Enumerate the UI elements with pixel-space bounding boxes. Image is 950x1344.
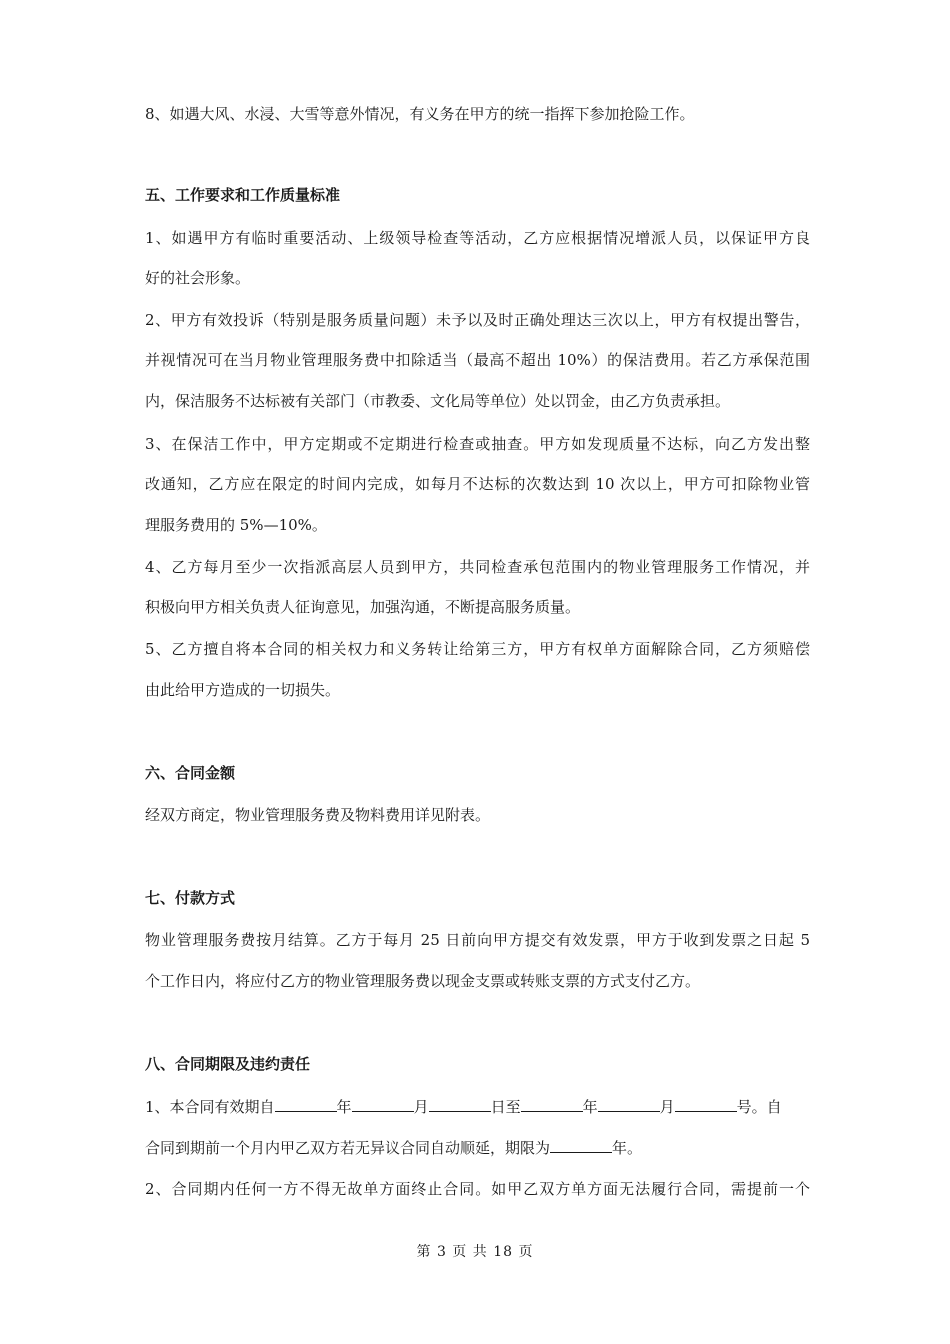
month-label: 月 xyxy=(413,1098,429,1116)
clause-5-2-line-1: 2、甲方有效投诉（特别是服务质量问题）未予以及时正确处理达三次以上，甲方有权提出警告， xyxy=(145,311,810,329)
clause-5-3-line-2: 改通知，乙方应在限定的时间内完成，如每月不达标的次数达到 10 次以上，甲方可扣除物业管 xyxy=(145,475,810,493)
clause-5-2-line-2: 并视情况可在当月物业管理服务费中扣除适当（最高不超出 10%）的保洁费用。若乙方承保范围 xyxy=(145,351,810,369)
clause-5-3-line-1: 3、在保洁工作中，甲方定期或不定期进行检查或抽查。甲方如发现质量不达标，向乙方发出整 xyxy=(145,435,810,453)
end-month-blank xyxy=(598,1096,660,1112)
clause-5-1-line-2: 好的社会形象。 xyxy=(145,269,251,287)
section-7-text-line-2: 个工作日内，将应付乙方的物业管理服务费以现金支票或转账支票的方式支付乙方。 xyxy=(145,972,701,990)
page-footer: 第 3 页 共 18 页 xyxy=(416,1244,534,1260)
clause-8-1-prefix: 1、本合同有效期自 xyxy=(145,1098,275,1116)
clause-5-1-line-1: 1、如遇甲方有临时重要活动、上级领导检查等活动，乙方应根据情况增派人员，以保证甲方良 xyxy=(145,229,810,247)
extension-period-blank xyxy=(550,1137,612,1153)
section-6-heading: 六、合同金额 xyxy=(145,764,236,782)
end-day-blank xyxy=(675,1096,737,1112)
clause-5-5-line-2: 由此给甲方造成的一切损失。 xyxy=(145,681,341,699)
clause-8-1-line-2 xyxy=(145,1137,810,1158)
month-label-2: 月 xyxy=(659,1098,675,1116)
section-8-heading: 八、合同期限及违约责任 xyxy=(145,1055,311,1073)
clause-8-1-line-2-prefix: 合同到期前一个月内甲乙双方若无异议合同自动顺延，期限为 xyxy=(145,1139,551,1157)
section-7-text-line-1: 物业管理服务费按月结算。乙方于每月 25 日前向甲方提交有效发票，甲方于收到发票之日起 5 xyxy=(145,931,810,949)
clause-5-3-line-3: 理服务费用的 5%—10%。 xyxy=(145,516,327,534)
section-5-heading: 五、工作要求和工作质量标准 xyxy=(145,186,341,204)
hao-end-label: 号。自 xyxy=(736,1098,782,1116)
clause-8-2-line-1: 2、合同期内任何一方不得无故单方面终止合同。如甲乙双方单方面无法履行合同，需提前一个 xyxy=(145,1180,810,1198)
start-year-blank xyxy=(275,1096,337,1112)
clause-5-2-line-3: 内，保洁服务不达标被有关部门（市教委、文化局等单位）处以罚金，由乙方负责承担。 xyxy=(145,392,731,410)
section-6-text: 经双方商定，物业管理服务费及物料费用详见附表。 xyxy=(145,806,491,824)
clause-5-4-line-2: 积极向甲方相关负责人征询意见，加强沟通，不断提高服务质量。 xyxy=(145,598,581,616)
section-7-heading: 七、付款方式 xyxy=(145,889,236,907)
clause-8-1-line-2-suffix: 年。 xyxy=(612,1139,643,1157)
day-to-label: 日至 xyxy=(490,1098,521,1116)
clause-8-1-line-1 xyxy=(145,1096,810,1117)
clause-5-5-line-1: 5、乙方擅自将本合同的相关权力和义务转让给第三方，甲方有权单方面解除合同，乙方须赔偿 xyxy=(145,640,810,658)
clause-5-4-line-1: 4、乙方每月至少一次指派高层人员到甲方，共同检查承包范围内的物业管理服务工作情况，并 xyxy=(145,558,810,576)
start-day-blank xyxy=(429,1096,491,1112)
end-year-blank xyxy=(521,1096,583,1112)
year-label: 年 xyxy=(336,1098,352,1116)
start-month-blank xyxy=(352,1096,414,1112)
year-label-2: 年 xyxy=(582,1098,598,1116)
clause-4-8: 8、如遇大风、水浸、大雪等意外情况，有义务在甲方的统一指挥下参加抢险工作。 xyxy=(145,105,695,123)
